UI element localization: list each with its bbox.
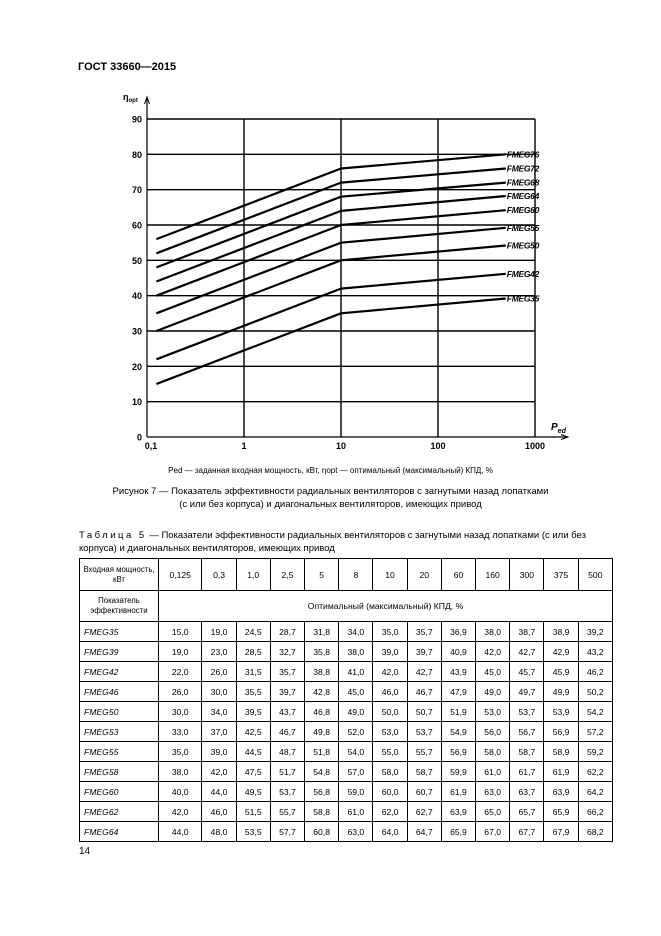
table-header-row	[80, 559, 613, 591]
table-cell: 60,0	[373, 782, 407, 802]
table-cell: 63,9	[441, 802, 475, 822]
table-cell: 44,0	[202, 782, 236, 802]
table-cell: 49,8	[305, 722, 339, 742]
table-cell: 57,2	[578, 722, 612, 742]
table-cell: 49,7	[510, 682, 544, 702]
table-caption-text: — Показатели эффективности радиальных вентиляторов с загнутыми назад лопатками (с или без корпуса) и диагональных вентиляторов, имеющих привод	[79, 530, 586, 554]
y-tick-label: 0	[136, 432, 142, 443]
table-cell: 35,8	[305, 642, 339, 662]
table-row	[80, 662, 613, 682]
table-cell: 43,7	[270, 702, 304, 722]
table-cell: 63,7	[510, 782, 544, 802]
table-cell: 32,7	[270, 642, 304, 662]
table-cell: 56,9	[441, 742, 475, 762]
table-cell: 41,0	[339, 662, 373, 682]
page-number: 14	[79, 846, 91, 857]
table-row	[80, 642, 613, 662]
table-cell: 65,7	[510, 802, 544, 822]
table-cell: 43,2	[578, 642, 612, 662]
y-tick-label: 20	[131, 361, 142, 372]
figure-caption-line-1: Рисунок 7 — Показатель эффективности радиальных вентиляторов с загнутыми назад лопатками	[112, 486, 549, 497]
efficiency-table-body	[80, 559, 613, 842]
document-header: ГОСТ 33660—2015	[78, 61, 177, 73]
series-line	[156, 154, 505, 239]
y-tick-label: 50	[131, 255, 142, 266]
table-cell: 59,2	[578, 742, 612, 762]
table-cell: 59,9	[441, 762, 475, 782]
table-cell: 46,2	[578, 662, 612, 682]
table-cell: 65,0	[476, 802, 510, 822]
chart-axes	[145, 97, 569, 440]
table-cell: 42,5	[236, 722, 270, 742]
x-tick-label: 1	[241, 441, 247, 451]
table-row	[80, 622, 613, 642]
table-cell: 34,0	[339, 622, 373, 642]
table-row	[80, 722, 613, 742]
series-label: FMEG50	[506, 240, 540, 251]
table-cell: 54,9	[441, 722, 475, 742]
table-cell: 56,0	[476, 722, 510, 742]
table-cell: 59,0	[339, 782, 373, 802]
table-power-cell: 10	[373, 559, 407, 591]
chart-legend-note: Ped — заданная входная мощность, кВт, ηopt — оптимальный (максимальный) КПД, %	[168, 466, 493, 475]
series-label: FMEG68	[506, 177, 540, 188]
table-row-name: FMEG60	[80, 782, 159, 802]
table-cell: 54,0	[339, 742, 373, 762]
table-row	[80, 702, 613, 722]
x-tick-label: 1000	[524, 441, 546, 451]
table-cell: 60,8	[305, 822, 339, 842]
series-line	[156, 228, 505, 313]
table-cell: 26,0	[159, 682, 202, 702]
series-label: FMEG35	[506, 293, 540, 304]
table-cell: 28,7	[270, 622, 304, 642]
table-cell: 61,9	[544, 762, 578, 782]
table-cell: 63,9	[544, 782, 578, 802]
figure-caption	[0, 485, 661, 511]
table-cell: 38,0	[339, 642, 373, 662]
table-cell: 53,5	[236, 822, 270, 842]
table-cell: 45,9	[544, 662, 578, 682]
table-cell: 28,5	[236, 642, 270, 662]
table-cell: 57,7	[270, 822, 304, 842]
table-cell: 46,0	[373, 682, 407, 702]
table-cell: 38,9	[544, 622, 578, 642]
table-cell: 49,5	[236, 782, 270, 802]
table-cell: 54,2	[578, 702, 612, 722]
table-cell: 61,9	[441, 782, 475, 802]
table-cell: 52,0	[339, 722, 373, 742]
series-label: FMEG60	[506, 205, 540, 216]
table-cell: 61,7	[510, 762, 544, 782]
table-cell: 39,0	[202, 742, 236, 762]
table-cell: 53,0	[373, 722, 407, 742]
table-cell: 68,2	[578, 822, 612, 842]
table-cell: 53,7	[510, 702, 544, 722]
table-cell: 53,7	[270, 782, 304, 802]
table-cell: 19,0	[202, 622, 236, 642]
table-cell: 42,0	[159, 802, 202, 822]
table-cell: 67,9	[544, 822, 578, 842]
chart-labels	[123, 92, 567, 451]
table-cell: 19,0	[159, 642, 202, 662]
table-cell: 55,7	[407, 742, 441, 762]
table-row	[80, 742, 613, 762]
x-axis-label: $P_{ed}$	[551, 422, 566, 435]
chart-series	[156, 154, 505, 384]
table-cell: 35,5	[236, 682, 270, 702]
x-tick-label: 0,1	[144, 441, 158, 451]
y-axis-label: $\eta_{opt}$	[123, 92, 138, 104]
table-cell: 58,7	[510, 742, 544, 762]
table-cell: 42,0	[202, 762, 236, 782]
table-cell: 50,7	[407, 702, 441, 722]
table-cell: 64,7	[407, 822, 441, 842]
table-cell: 38,0	[476, 622, 510, 642]
table-cell: 46,0	[202, 802, 236, 822]
table-cell: 45,7	[510, 662, 544, 682]
table-cell: 38,8	[305, 662, 339, 682]
table-cell: 54,8	[305, 762, 339, 782]
table-row-name: FMEG55	[80, 742, 159, 762]
series-line	[156, 210, 505, 296]
table-subheader-row	[80, 591, 613, 622]
table-row-name: FMEG39	[80, 642, 159, 662]
efficiency-table	[79, 558, 613, 842]
table-cell: 56,8	[305, 782, 339, 802]
y-tick-label: 10	[131, 397, 142, 408]
table-cell: 23,0	[202, 642, 236, 662]
table-cell: 63,0	[339, 822, 373, 842]
table-cell: 30,0	[202, 682, 236, 702]
table-indicator-header: Показатель эффективности	[80, 591, 159, 622]
table-cell: 58,0	[476, 742, 510, 762]
table-power-cell: 300	[510, 559, 544, 591]
table-cell: 61,0	[339, 802, 373, 822]
table-cell: 56,7	[510, 722, 544, 742]
table-cell: 33,0	[159, 722, 202, 742]
table-cell: 50,0	[373, 702, 407, 722]
x-tick-label: 10	[335, 441, 347, 451]
table-cell: 51,8	[305, 742, 339, 762]
table-cell: 53,7	[407, 722, 441, 742]
table-cell: 57,0	[339, 762, 373, 782]
table-row-name: FMEG62	[80, 802, 159, 822]
table-cell: 30,0	[159, 702, 202, 722]
table-cell: 66,2	[578, 802, 612, 822]
table-row-name: FMEG64	[80, 822, 159, 842]
table-cell: 35,7	[407, 622, 441, 642]
table-cell: 56,9	[544, 722, 578, 742]
table-cell: 24,5	[236, 622, 270, 642]
table-cell: 15,0	[159, 622, 202, 642]
table-cell: 49,9	[544, 682, 578, 702]
y-tick-label: 60	[131, 220, 142, 231]
table-cell: 65,9	[544, 802, 578, 822]
table-cell: 62,2	[578, 762, 612, 782]
table-efficiency-header: Оптимальный (максимальный) КПД, %	[159, 591, 613, 622]
table-cell: 58,8	[305, 802, 339, 822]
series-line	[156, 196, 505, 282]
table-cell: 50,2	[578, 682, 612, 702]
table-row-name: FMEG50	[80, 702, 159, 722]
table-cell: 51,9	[441, 702, 475, 722]
table-cell: 67,0	[476, 822, 510, 842]
table-cell: 38,7	[510, 622, 544, 642]
table-power-cell: 5	[305, 559, 339, 591]
series-label: FMEG42	[506, 268, 540, 279]
table-cell: 42,7	[510, 642, 544, 662]
table-row	[80, 802, 613, 822]
x-tick-label: 100	[430, 441, 446, 451]
table-cell: 58,7	[407, 762, 441, 782]
table-cell: 35,0	[159, 742, 202, 762]
figure-caption-line-2: (с или без корпуса) и диагональных вентиляторов, имеющих привод	[179, 499, 482, 510]
table-cell: 58,0	[373, 762, 407, 782]
table-cell: 47,5	[236, 762, 270, 782]
table-cell: 42,7	[407, 662, 441, 682]
table-power-header: Входная мощность, кВт	[80, 559, 159, 591]
table-cell: 64,0	[373, 822, 407, 842]
table-cell: 51,7	[270, 762, 304, 782]
table-cell: 36,9	[441, 622, 475, 642]
table-cell: 51,5	[236, 802, 270, 822]
table-cell: 49,0	[476, 682, 510, 702]
table-cell: 49,0	[339, 702, 373, 722]
table-power-cell: 160	[476, 559, 510, 591]
table-cell: 45,0	[476, 662, 510, 682]
table-row-name: FMEG42	[80, 662, 159, 682]
table-row-name: FMEG46	[80, 682, 159, 702]
table-cell: 46,7	[407, 682, 441, 702]
table-cell: 67,7	[510, 822, 544, 842]
table-cell: 53,0	[476, 702, 510, 722]
y-tick-label: 80	[131, 149, 142, 160]
series-label: FMEG76	[506, 149, 540, 160]
table-row	[80, 782, 613, 802]
table-cell: 31,8	[305, 622, 339, 642]
table-cell: 53,9	[544, 702, 578, 722]
table-cell: 44,0	[159, 822, 202, 842]
table-caption-label: Таблица 5	[79, 530, 147, 541]
table-cell: 60,7	[407, 782, 441, 802]
table-cell: 42,8	[305, 682, 339, 702]
table-cell: 34,0	[202, 702, 236, 722]
table-cell: 39,2	[578, 622, 612, 642]
table-cell: 39,7	[270, 682, 304, 702]
table-cell: 48,0	[202, 822, 236, 842]
table-cell: 31,5	[236, 662, 270, 682]
table-cell: 46,7	[270, 722, 304, 742]
table-row	[80, 762, 613, 782]
table-power-cell: 500	[578, 559, 612, 591]
table-power-cell: 1,0	[236, 559, 270, 591]
table-cell: 40,0	[159, 782, 202, 802]
table-cell: 37,0	[202, 722, 236, 742]
table-cell: 44,5	[236, 742, 270, 762]
table-cell: 62,0	[373, 802, 407, 822]
table-row	[80, 822, 613, 842]
table-cell: 63,0	[476, 782, 510, 802]
table-cell: 46,8	[305, 702, 339, 722]
table-power-cell: 0,3	[202, 559, 236, 591]
table-caption	[79, 529, 614, 555]
table-cell: 40,9	[441, 642, 475, 662]
table-cell: 47,9	[441, 682, 475, 702]
table-row	[80, 682, 613, 702]
table-cell: 65,9	[441, 822, 475, 842]
series-line	[156, 169, 505, 254]
table-cell: 55,7	[270, 802, 304, 822]
series-label: FMEG64	[506, 191, 540, 202]
table-cell: 42,0	[373, 662, 407, 682]
table-cell: 55,0	[373, 742, 407, 762]
table-cell: 39,0	[373, 642, 407, 662]
table-power-cell: 375	[544, 559, 578, 591]
y-tick-label: 70	[131, 185, 142, 196]
table-cell: 48,7	[270, 742, 304, 762]
table-cell: 62,7	[407, 802, 441, 822]
table-cell: 38,0	[159, 762, 202, 782]
table-cell: 35,0	[373, 622, 407, 642]
table-cell: 35,7	[270, 662, 304, 682]
table-power-cell: 0,125	[159, 559, 202, 591]
table-row-name: FMEG58	[80, 762, 159, 782]
table-power-cell: 20	[407, 559, 441, 591]
table-row-name: FMEG53	[80, 722, 159, 742]
y-tick-label: 30	[131, 326, 142, 337]
table-cell: 45,0	[339, 682, 373, 702]
table-power-cell: 2,5	[270, 559, 304, 591]
table-cell: 39,5	[236, 702, 270, 722]
table-cell: 61,0	[476, 762, 510, 782]
table-power-cell: 60	[441, 559, 475, 591]
y-tick-label: 90	[131, 114, 142, 125]
table-cell: 26,0	[202, 662, 236, 682]
table-cell: 42,0	[476, 642, 510, 662]
series-label: FMEG55	[506, 222, 540, 233]
table-cell: 39,7	[407, 642, 441, 662]
table-cell: 43,9	[441, 662, 475, 682]
table-cell: 42,9	[544, 642, 578, 662]
table-row-name: FMEG35	[80, 622, 159, 642]
table-power-cell: 8	[339, 559, 373, 591]
table-cell: 64,2	[578, 782, 612, 802]
y-tick-label: 40	[131, 291, 142, 302]
table-cell: 58,9	[544, 742, 578, 762]
table-cell: 22,0	[159, 662, 202, 682]
series-label: FMEG72	[506, 163, 540, 174]
